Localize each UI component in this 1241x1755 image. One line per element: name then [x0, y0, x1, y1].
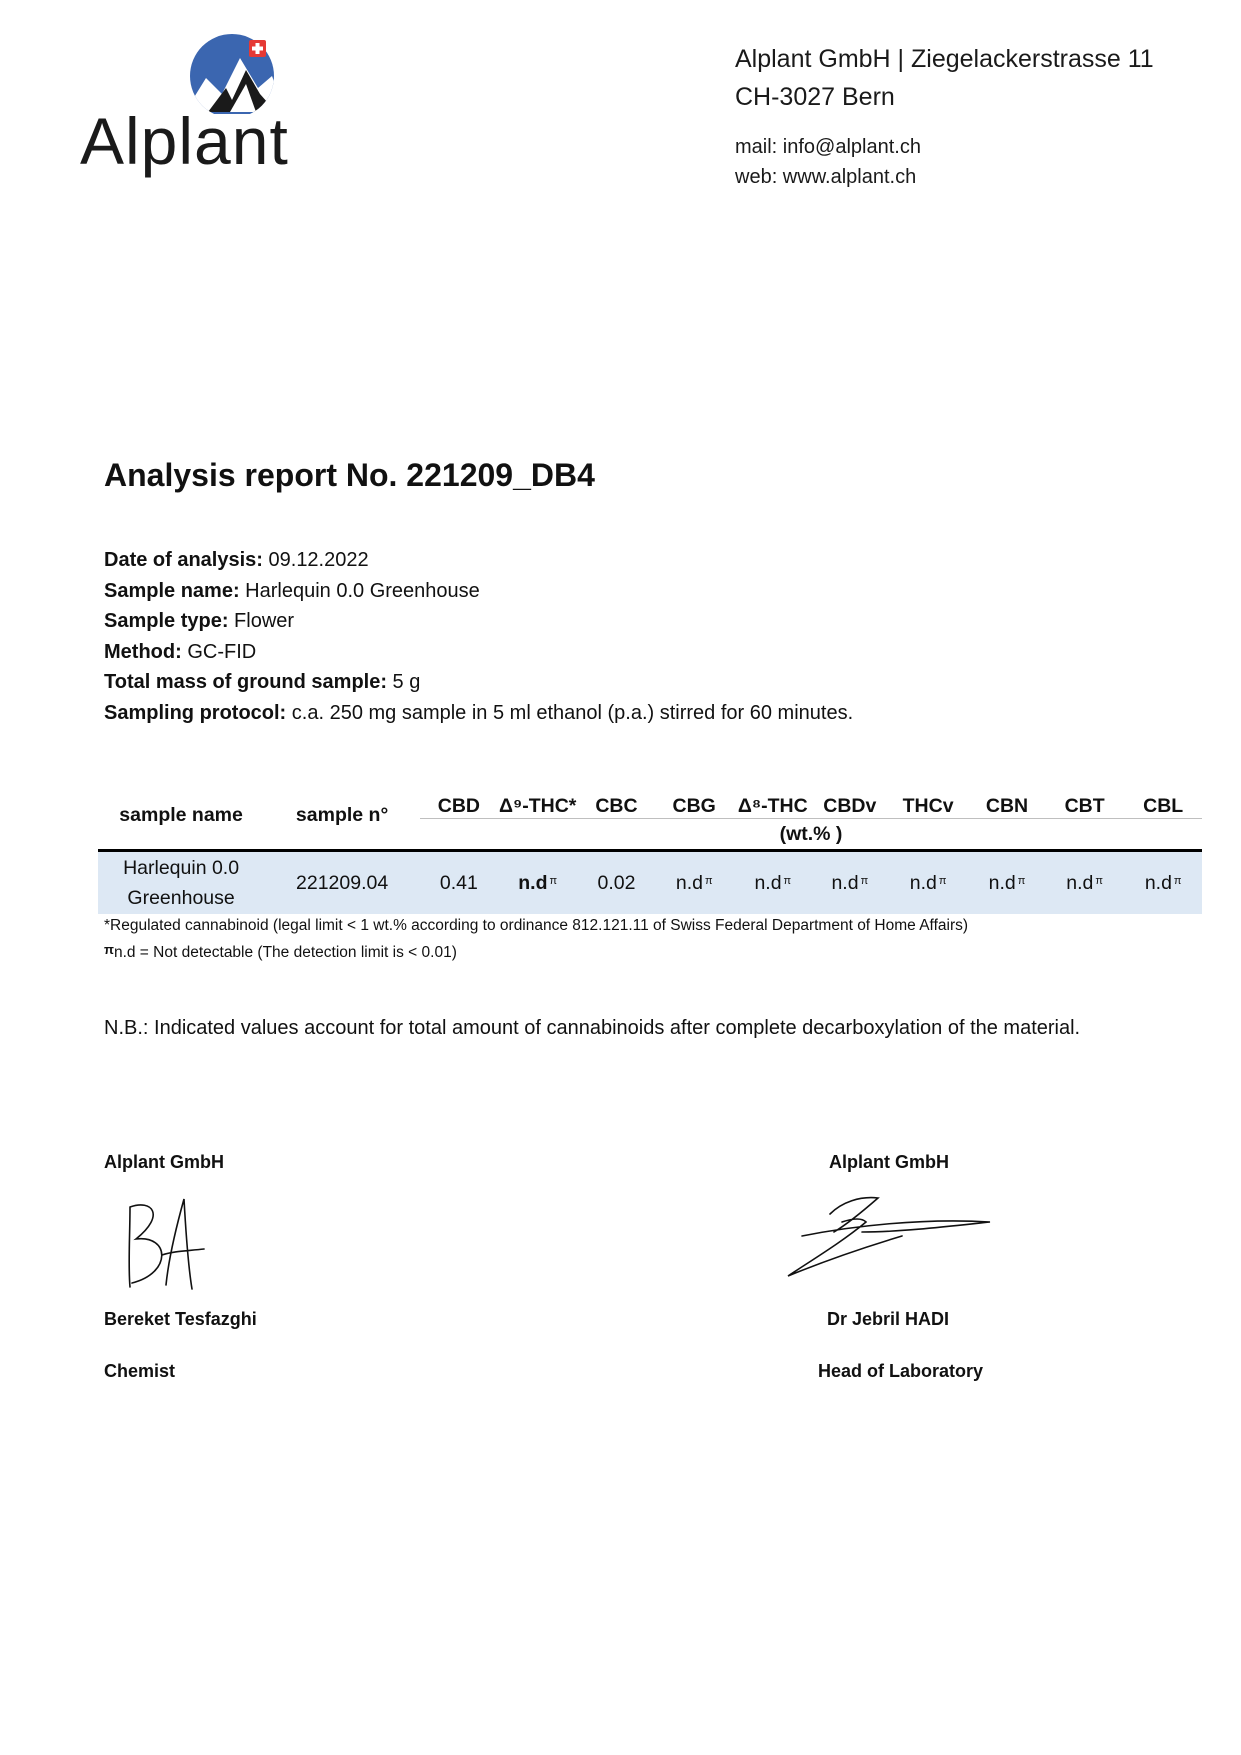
cell-thcv: n.d $^\pi$ — [887, 851, 969, 915]
sig-left-role: Chemist — [104, 1361, 176, 1381]
table-row — [98, 851, 1202, 915]
company-address — [735, 40, 1154, 116]
report-meta — [104, 545, 853, 728]
cell-cbt: n.d $^\pi$ — [1045, 851, 1124, 915]
meta-mass: Total mass of ground sample: 5 g — [104, 671, 421, 693]
cell-cbc: 0.02 — [578, 851, 656, 915]
signature-right-icon — [782, 1192, 992, 1282]
header-cbd: CBD — [437, 795, 480, 817]
header-cbn: CBN — [985, 795, 1029, 817]
header-cbc: CBC — [595, 795, 638, 817]
meta-sample-name: Sample name: Harlequin 0.0 Greenhouse — [104, 579, 480, 602]
cell-d8thc: n.d $^\pi$ — [733, 851, 812, 915]
cell-sample-name: Harlequin 0.0 Greenhouse — [98, 851, 264, 915]
note-paragraph: N.B.: Indicated values account for total amount of cannabinoids after complete decarboxylation of the material. — [104, 1017, 1081, 1039]
header-d9thc: Δ⁹-THC* — [498, 795, 577, 817]
cell-cbdv: n.d $^\pi$ — [813, 851, 888, 915]
footnote-regulated: *Regulated cannabinoid (legal limit < 1 wt.% according to ordinance 812.121.11 of Swiss Federal Department of Home Affairs) — [104, 917, 969, 934]
signature-left-icon — [122, 1195, 212, 1295]
meta-protocol: Sampling protocol: c.a. 250 mg sample in 5 ml ethanol (p.a.) stirred for 60 minutes. — [104, 701, 854, 724]
sig-right-company: Alplant GmbH — [829, 1152, 949, 1172]
meta-date: Date of analysis: 09.12.2022 — [104, 549, 369, 571]
meta-method: Method: GC-FID — [104, 640, 257, 663]
cell-d9thc: n.d $^\pi$ — [498, 851, 578, 915]
cell-cbn: n.d $^\pi$ — [969, 851, 1045, 915]
header-unit: (wt.% ) — [420, 819, 1202, 851]
header-thcv: THCv — [902, 795, 954, 817]
address-line-2: CH-3027 Bern — [735, 83, 895, 111]
header-cbg: CBG — [672, 795, 716, 817]
header-cbt: CBT — [1064, 795, 1105, 817]
sig-left-name: Bereket Tesfazghi — [104, 1309, 257, 1329]
company-logo-text: Alplant — [80, 104, 289, 178]
sig-right-role: Head of Laboratory — [818, 1361, 984, 1381]
header-sample-no: sample n° — [295, 804, 389, 826]
cell-cbg: n.d $^\pi$ — [655, 851, 733, 915]
header-sample-name: sample name — [119, 804, 243, 826]
contact-web: web: www.alplant.ch — [735, 166, 917, 188]
cell-cbd: 0.41 — [420, 851, 498, 915]
results-table — [98, 782, 1202, 914]
header-cbl: CBL — [1143, 795, 1184, 817]
sig-right-name: Dr Jebril HADI — [827, 1309, 950, 1329]
report-title: Analysis report No. 221209_DB4 — [104, 457, 595, 493]
cell-cbl: n.d $^\pi$ — [1124, 851, 1202, 915]
header-cbdv: CBDv — [823, 795, 877, 817]
address-line-1: Alplant GmbH | Ziegelackerstrasse 11 — [735, 45, 1154, 73]
company-contact — [735, 132, 921, 192]
contact-mail: mail: info@alplant.ch — [735, 136, 921, 158]
header-d8thc: Δ⁸-THC — [737, 795, 808, 817]
alplant-logo-icon — [80, 28, 280, 114]
meta-sample-type: Sample type: Flower — [104, 610, 295, 632]
cell-sample-no: 221209.04 — [264, 851, 420, 915]
footnote-nd: $^\pi$n.d = Not detectable (The detection limit is < 0.01) — [104, 942, 457, 961]
sig-left-company: Alplant GmbH — [104, 1152, 224, 1172]
